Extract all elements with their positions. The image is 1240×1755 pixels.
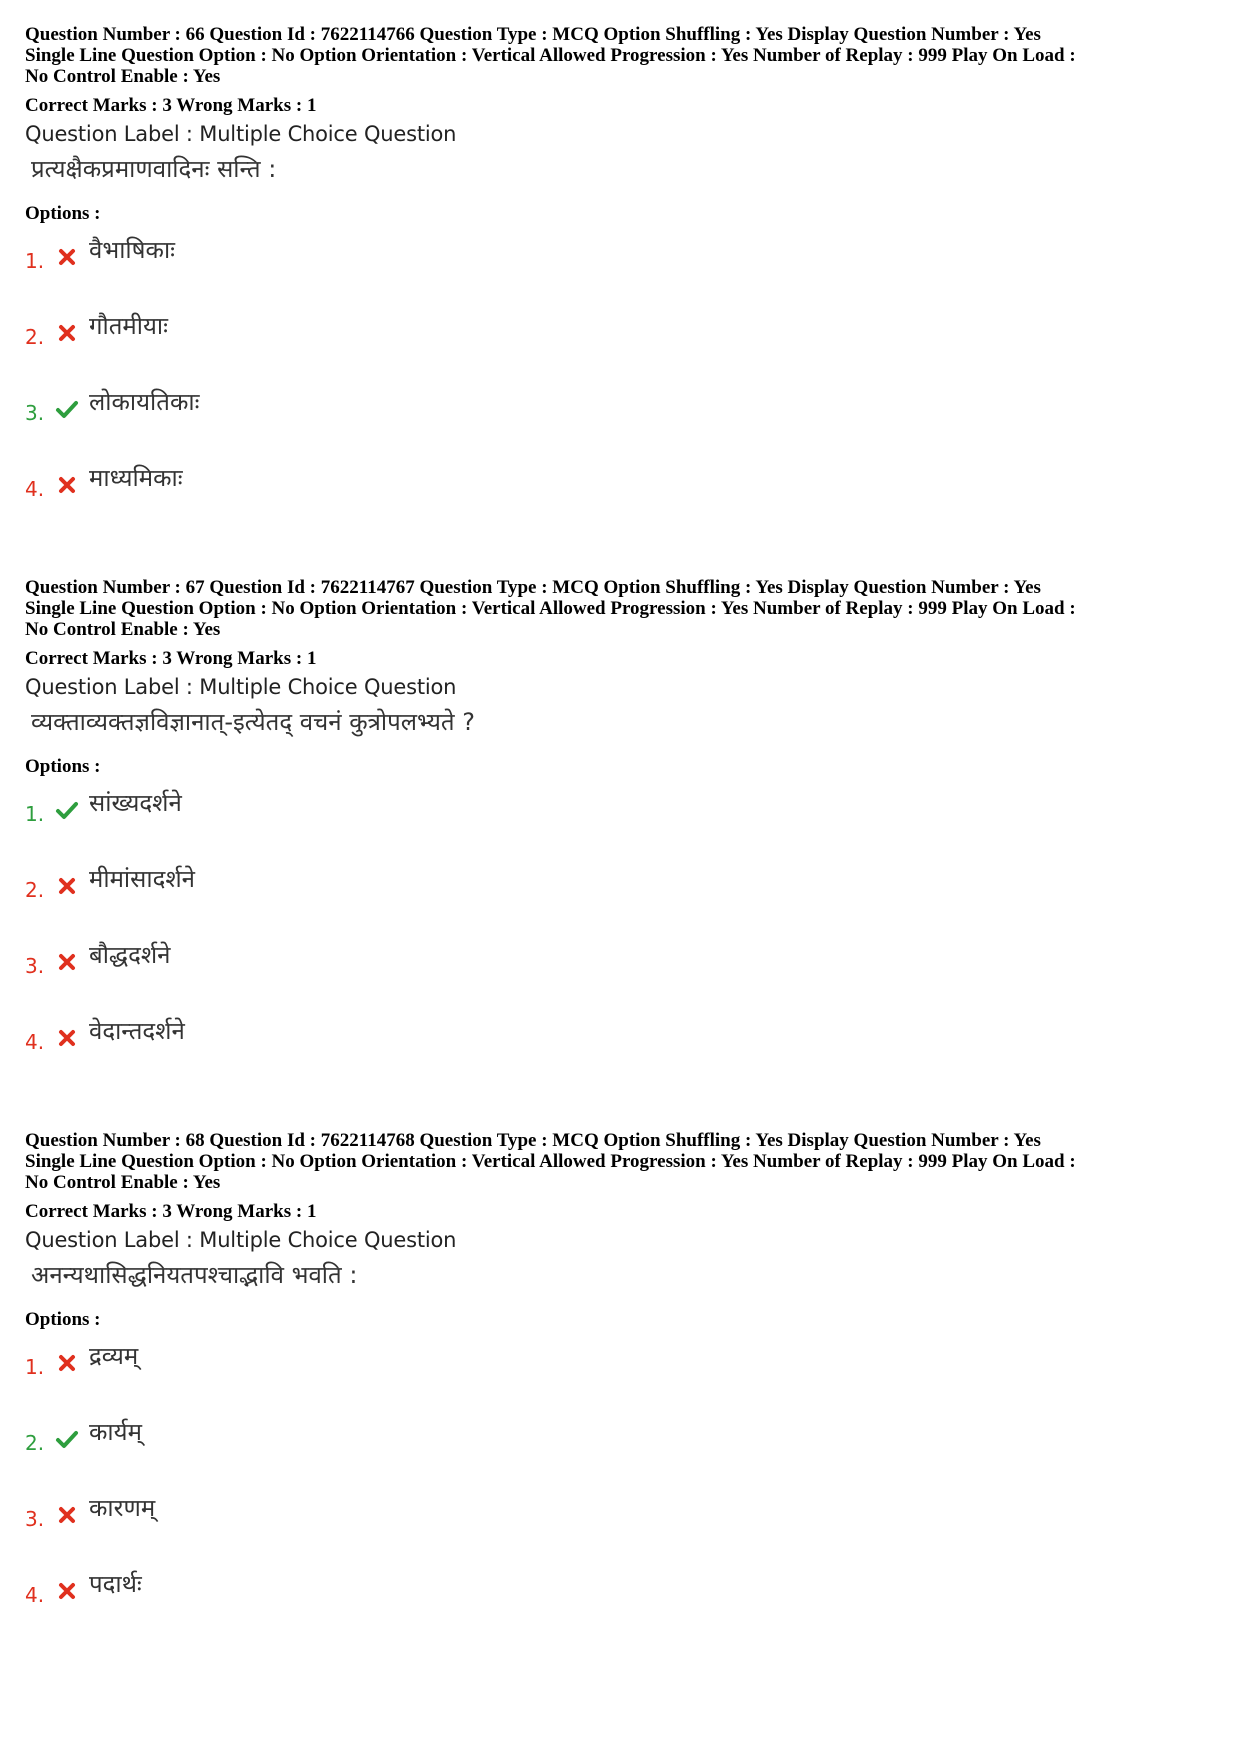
option-text: वेदान्तदर्शने	[89, 1017, 185, 1045]
meta-line-3: No Control Enable : Yes	[25, 66, 221, 87]
options-heading: Options :	[25, 1309, 101, 1330]
option-item[interactable]	[25, 938, 1215, 1014]
option-item[interactable]	[25, 309, 1215, 385]
option-number: 3.	[25, 401, 45, 425]
cross-icon	[55, 1351, 79, 1375]
cross-icon	[55, 1503, 79, 1527]
cross-icon	[55, 950, 79, 974]
option-text: बौद्धदर्शने	[89, 941, 171, 969]
cross-icon	[55, 1579, 79, 1603]
option-number: 2.	[25, 878, 45, 902]
question-label: Question Label : Multiple Choice Question	[25, 1228, 457, 1252]
option-text: गौतमीयाः	[89, 312, 168, 340]
option-number: 1.	[25, 802, 45, 826]
question-block-68	[25, 1130, 1215, 1643]
option-number: 3.	[25, 1507, 45, 1531]
check-icon	[55, 798, 79, 822]
option-number: 2.	[25, 325, 45, 349]
meta-line-3: No Control Enable : Yes	[25, 619, 221, 640]
question-block-66	[25, 24, 1215, 537]
options-heading: Options :	[25, 756, 101, 777]
option-number: 4.	[25, 1030, 45, 1054]
option-text: द्रव्यम्	[89, 1342, 139, 1370]
check-icon	[55, 397, 79, 421]
option-item[interactable]	[25, 233, 1215, 309]
marks-line: Correct Marks : 3 Wrong Marks : 1	[25, 1201, 317, 1222]
meta-line-3: No Control Enable : Yes	[25, 1172, 221, 1193]
question-label: Question Label : Multiple Choice Question	[25, 122, 457, 146]
question-meta	[25, 577, 1215, 640]
options-heading: Options :	[25, 203, 101, 224]
option-text: लोकायतिकाः	[89, 388, 200, 416]
option-item[interactable]	[25, 461, 1215, 537]
options-list	[25, 786, 1215, 1090]
option-text: वैभाषिकाः	[89, 236, 176, 264]
question-label: Question Label : Multiple Choice Question	[25, 675, 457, 699]
cross-icon	[55, 874, 79, 898]
option-number: 2.	[25, 1431, 45, 1455]
option-text: सांख्यदर्शने	[89, 789, 182, 817]
question-meta	[25, 1130, 1215, 1193]
option-item[interactable]	[25, 1491, 1215, 1567]
question-meta	[25, 24, 1215, 87]
option-number: 3.	[25, 954, 45, 978]
option-number: 1.	[25, 1355, 45, 1379]
meta-line-1: Question Number : 66 Question Id : 7622114766 Question Type : MCQ Option Shuffling : Yes Display Question Number : Yes	[25, 24, 1041, 45]
cross-icon	[55, 245, 79, 269]
cross-icon	[55, 473, 79, 497]
option-text: पदार्थः	[89, 1570, 142, 1598]
option-text: मीमांसादर्शने	[89, 865, 195, 893]
option-text: माध्यमिकाः	[89, 464, 183, 492]
check-icon	[55, 1427, 79, 1451]
option-number: 4.	[25, 477, 45, 501]
options-list	[25, 233, 1215, 537]
option-item[interactable]	[25, 862, 1215, 938]
option-item[interactable]	[25, 1415, 1215, 1491]
option-number: 1.	[25, 249, 45, 273]
marks-line: Correct Marks : 3 Wrong Marks : 1	[25, 95, 317, 116]
option-item[interactable]	[25, 1339, 1215, 1415]
meta-line-1: Question Number : 68 Question Id : 7622114768 Question Type : MCQ Option Shuffling : Yes Display Question Number : Yes	[25, 1130, 1041, 1151]
question-text: प्रत्यक्षैकप्रमाणवादिनः सन्ति :	[31, 155, 277, 183]
cross-icon	[55, 321, 79, 345]
meta-line-2: Single Line Question Option : No Option Orientation : Vertical Allowed Progression : Yes Number of Replay : 999 Play On Load :	[25, 1151, 1076, 1172]
question-block-67	[25, 577, 1215, 1090]
cross-icon	[55, 1026, 79, 1050]
option-item[interactable]	[25, 1567, 1215, 1643]
option-item[interactable]	[25, 786, 1215, 862]
option-text: कार्यम्	[89, 1418, 142, 1446]
option-item[interactable]	[25, 1014, 1215, 1090]
option-text: कारणम्	[89, 1494, 156, 1522]
question-text: अनन्यथासिद्धनियतपश्चाद्भावि भवति :	[31, 1261, 358, 1289]
options-list	[25, 1339, 1215, 1643]
marks-line: Correct Marks : 3 Wrong Marks : 1	[25, 648, 317, 669]
question-text: व्यक्ताव्यक्तज्ञविज्ञानात्-इत्येतद् वचनं कुत्रोपलभ्यते ?	[31, 708, 475, 736]
meta-line-2: Single Line Question Option : No Option Orientation : Vertical Allowed Progression : Yes Number of Replay : 999 Play On Load :	[25, 598, 1076, 619]
meta-line-1: Question Number : 67 Question Id : 7622114767 Question Type : MCQ Option Shuffling : Yes Display Question Number : Yes	[25, 577, 1041, 598]
meta-line-2: Single Line Question Option : No Option Orientation : Vertical Allowed Progression : Yes Number of Replay : 999 Play On Load :	[25, 45, 1076, 66]
option-number: 4.	[25, 1583, 45, 1607]
option-item[interactable]	[25, 385, 1215, 461]
